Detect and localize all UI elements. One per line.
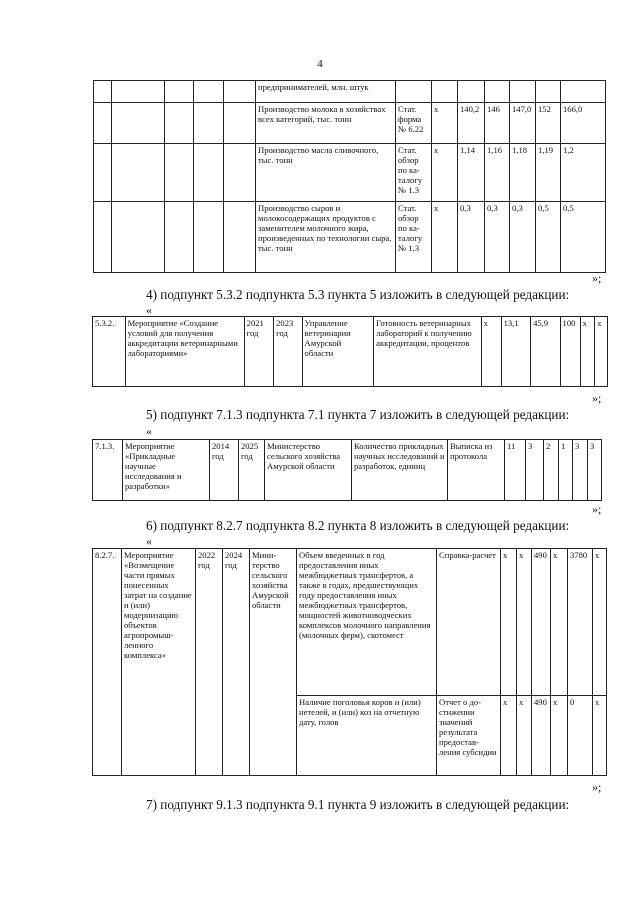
value-cell: 1 [559, 440, 573, 501]
value-cell: 11 [505, 440, 526, 501]
value-cell: 0,3 [510, 202, 536, 273]
source-cell: Выписка из протокола [448, 440, 505, 501]
paragraph-7: 7) подпункт 9.1.3 подпункта 9.1 пункта 9 изложить в следующей редакции: [146, 797, 570, 812]
value-cell: 13,1 [501, 317, 530, 387]
value-cell: х [501, 549, 517, 696]
value-cell: х [517, 696, 532, 776]
value-cell: х [481, 317, 501, 387]
value-cell: 1,16 [485, 144, 510, 202]
page-number: 4 [317, 58, 323, 70]
value-cell: х [595, 317, 608, 387]
value-cell: 3 [573, 440, 588, 501]
end-year: 2025 год [239, 440, 265, 501]
table-row [94, 202, 606, 273]
value-cell: 140,2 [458, 103, 485, 144]
subitem-5-3-2-table [92, 316, 608, 387]
indicator-name: Производство сыров и молокосодержащих продуктов с заменителем молочного жира, произведенных по технологии сыра, тыс. тонн [256, 202, 396, 273]
value-cell: 152 [536, 103, 561, 144]
indicator-name: Производство масла сливочного, тыс. тонн [256, 144, 396, 202]
source-cell: Отчет о до-стижении значений результата предостав-ления субсидии [437, 696, 501, 776]
value-cell: 0 [568, 696, 593, 776]
value-cell: х [593, 696, 607, 776]
value-cell: х [501, 696, 517, 776]
subitem-8-2-7-table [92, 548, 607, 776]
executor: Министерство сельского хозяйства Амурской области [265, 440, 352, 501]
measure-name: Мероприятие «Возмещение части прямых понесенных затрат на создание и (или) модернизацию объектов агропромыш-ленного комплекса» [122, 549, 196, 776]
end-year: 2023 год [274, 317, 302, 387]
table-row [93, 317, 608, 387]
source-cell: Справка-расчет [437, 549, 501, 696]
value-cell: х [432, 144, 458, 202]
value-cell: 1,2 [561, 144, 606, 202]
source-cell: Стат. форма № 6.22 [396, 103, 432, 144]
value-cell: 1,14 [458, 144, 485, 202]
value-cell: 166,0 [561, 103, 606, 144]
table-row [94, 81, 606, 103]
value-cell: 3780 [568, 549, 593, 696]
item-number: 7.1.3. [93, 440, 123, 501]
value-cell: х [432, 103, 458, 144]
value-cell: 2 [544, 440, 559, 501]
value-cell: 45,9 [531, 317, 560, 387]
table-row [94, 144, 606, 202]
value-cell: 490 [532, 696, 551, 776]
item-number: 8.2.7. [93, 549, 122, 776]
value-cell: х [580, 317, 595, 387]
value-cell: 3 [526, 440, 544, 501]
value-cell: 3 [588, 440, 602, 501]
value-cell: х [551, 696, 568, 776]
value-cell: 147,0 [510, 103, 536, 144]
value-cell: 146 [485, 103, 510, 144]
closing-quote: »; [592, 391, 602, 405]
value-cell: 0,3 [485, 202, 510, 273]
executor: Управление ветеринарии Амурской области [302, 317, 374, 387]
indicator-name: Производство молока в хозяйствах всех категорий, тыс. тонн [256, 103, 396, 144]
measure-name: Мероприятие «Прикладные научные исследования и разработки» [123, 440, 210, 501]
value-cell: х [551, 549, 568, 696]
executor: Мини-терство сельского хозяйства Амурской области [250, 549, 297, 776]
opening-quote: « [146, 303, 152, 317]
start-year: 2014 год [210, 440, 239, 501]
subitem-7-1-3-table [92, 439, 602, 501]
value-cell: 100 [560, 317, 580, 387]
value-cell: х [517, 549, 532, 696]
table-row [93, 440, 602, 501]
value-cell: 0,3 [458, 202, 485, 273]
indicator-name: Количество прикладных научных исследований и разработок, единиц [352, 440, 448, 501]
closing-quote: »; [592, 271, 602, 285]
value-cell: х [432, 202, 458, 273]
closing-quote: »; [592, 780, 602, 794]
end-year: 2024 год [223, 549, 250, 776]
table-row [93, 549, 607, 696]
indicator-name: Наличие поголовья коров и (или) нетелей, и (или) коз на отчетную дату, голов [297, 696, 437, 776]
value-cell: х [593, 549, 607, 696]
indicator-name: предпринимателей, млн. штук [256, 81, 396, 103]
start-year: 2021 год [244, 317, 273, 387]
indicator-name: Объем введенных в год предоставления иных межбюджетных трансфертов, а также в годах, предшествующих году предоставления иных межбюджетных трансфертов, мощностей животноводческих комплексов молочного направления (молочных ферм), скотомест [297, 549, 437, 696]
closing-quote: »; [592, 502, 602, 516]
item-number: 5.3.2. [93, 317, 126, 387]
value-cell: 0,5 [561, 202, 606, 273]
start-year: 2022 год [196, 549, 223, 776]
source-cell: Стат. обзор по ка-талогу № 1.3 [396, 202, 432, 273]
value-cell: 1,18 [510, 144, 536, 202]
value-cell: 0,5 [536, 202, 561, 273]
table-row [94, 103, 606, 144]
opening-quote: « [146, 424, 152, 438]
indicators-table-continued [93, 80, 606, 273]
value-cell: 490 [532, 549, 551, 696]
paragraph-4: 4) подпункт 5.3.2 подпункта 5.3 пункта 5 изложить в следующей редакции: [146, 287, 570, 302]
paragraph-6: 6) подпункт 8.2.7 подпункта 8.2 пункта 8 изложить в следующей редакции: [146, 518, 570, 533]
value-cell: 1,19 [536, 144, 561, 202]
indicator-name: Готовность ветеринарных лабораторий к получению аккредитации, процентов [374, 317, 481, 387]
measure-name: Мероприятие «Создание условий для получения аккредитации ветеринарными лабораториями» [125, 317, 244, 387]
paragraph-5: 5) подпункт 7.1.3 подпункта 7.1 пункта 7 изложить в следующей редакции: [146, 407, 570, 422]
opening-quote: « [146, 534, 152, 548]
source-cell: Стат. обзор по ка-талогу № 1.3 [396, 144, 432, 202]
